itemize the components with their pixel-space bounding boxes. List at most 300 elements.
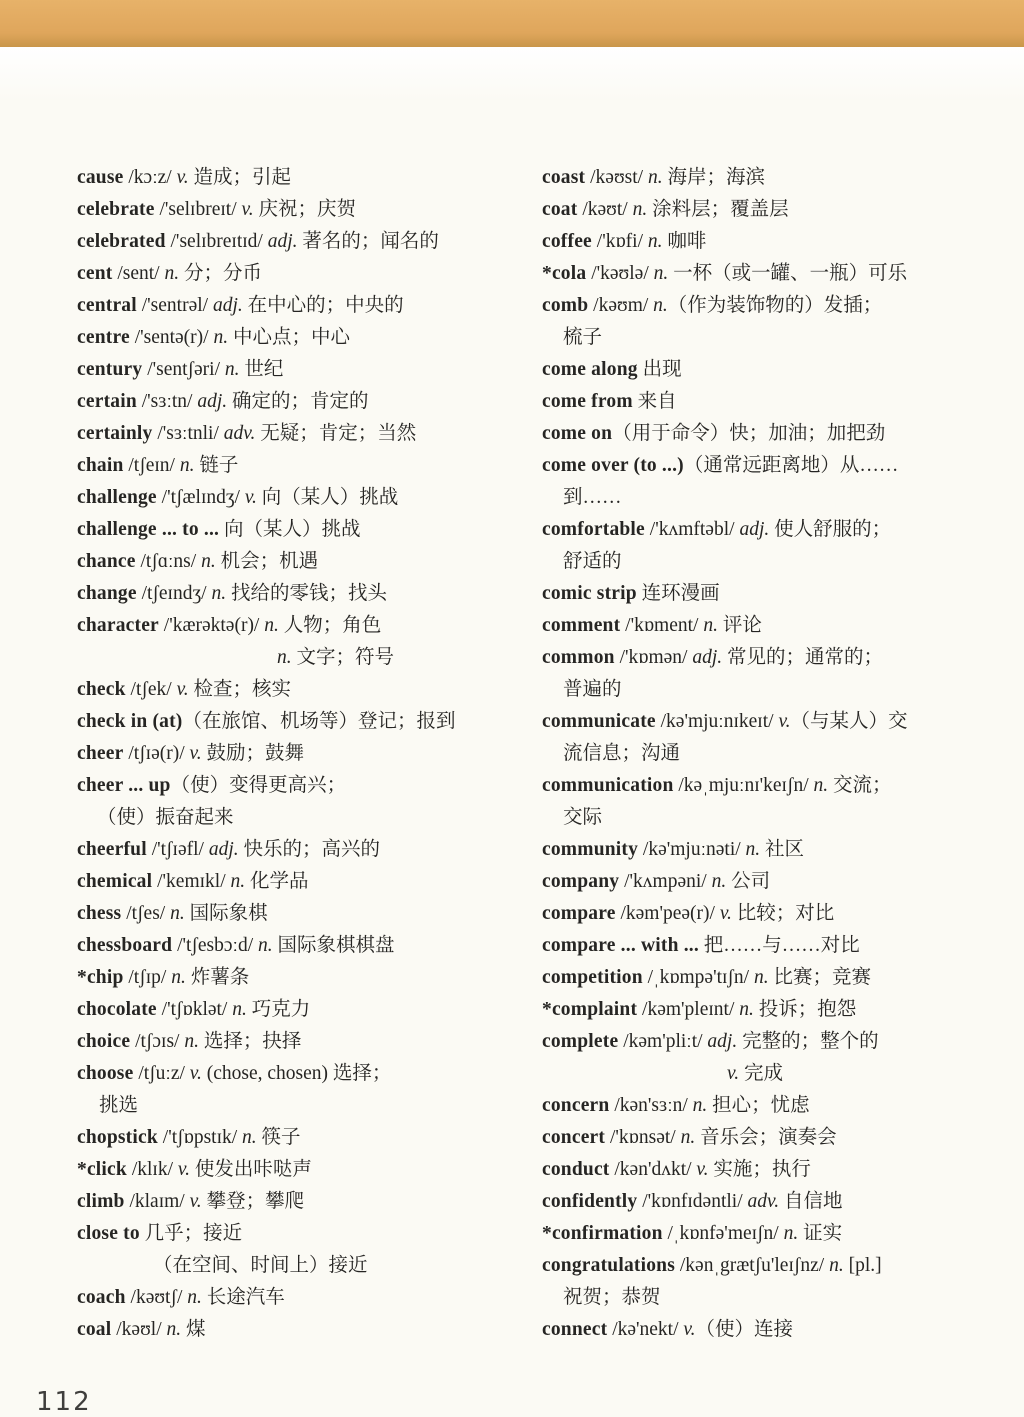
definition-text: 攀登；攀爬 bbox=[201, 1191, 305, 1212]
dictionary-entry bbox=[542, 610, 1007, 642]
phonetic-text: /'kɒnsət/ bbox=[605, 1127, 681, 1148]
entry-line bbox=[77, 610, 532, 642]
pos-label: adj. bbox=[739, 519, 770, 540]
dictionary-entry bbox=[77, 1186, 532, 1218]
phonetic-text: /'kemɪkl/ bbox=[152, 871, 231, 892]
entry-line bbox=[77, 770, 532, 802]
headword: coach bbox=[77, 1287, 126, 1308]
entry-line bbox=[77, 674, 532, 706]
definition-text: 向（某人）挑战 bbox=[219, 519, 361, 540]
entry-line bbox=[77, 1282, 532, 1314]
phonetic-text: /'tʃɒklət/ bbox=[156, 999, 233, 1020]
headword: chemical bbox=[77, 871, 153, 892]
phonetic-text: /klaɪm/ bbox=[124, 1191, 190, 1212]
headword: common bbox=[542, 647, 615, 668]
headword: concern bbox=[542, 1095, 610, 1116]
entry-line bbox=[542, 1250, 1007, 1282]
headword: *confirmation bbox=[542, 1223, 663, 1244]
definition-text: 几乎；接近 bbox=[139, 1223, 243, 1244]
definition-text: 担心；忧虑 bbox=[707, 1095, 810, 1116]
headword: chain bbox=[77, 455, 124, 476]
definition-text: 交际 bbox=[563, 807, 603, 828]
definition-text: 祝贺；恭贺 bbox=[563, 1287, 661, 1308]
dictionary-entry bbox=[542, 514, 1007, 578]
entry-line bbox=[542, 194, 1007, 226]
entry-line bbox=[77, 290, 532, 322]
definition-text: 炸薯条 bbox=[185, 967, 250, 988]
headword: character bbox=[77, 615, 159, 636]
definition-text: 筷子 bbox=[256, 1127, 301, 1148]
pos-label: n. bbox=[647, 231, 663, 252]
dictionary-entry bbox=[77, 386, 532, 418]
dictionary-entry bbox=[542, 194, 1007, 226]
dictionary-entry bbox=[77, 578, 532, 610]
phonetic-text: /'tʃɪəfl/ bbox=[146, 839, 209, 860]
dictionary-entry bbox=[77, 866, 532, 898]
definition-text: （作为装饰物的）发插； bbox=[667, 295, 883, 316]
definition-text: 到…… bbox=[563, 487, 622, 508]
definition-text: 选择；抉择 bbox=[198, 1031, 302, 1052]
right-column bbox=[542, 162, 1007, 1346]
dictionary-entry bbox=[77, 738, 532, 770]
dictionary-entry bbox=[542, 706, 1007, 770]
phonetic-text: /tʃek/ bbox=[125, 679, 177, 700]
headword: come along bbox=[542, 359, 638, 380]
dictionary-entry bbox=[77, 834, 532, 866]
pos-label: v. bbox=[189, 1063, 202, 1084]
entry-line bbox=[542, 546, 1007, 578]
pos-label: adj. bbox=[267, 231, 298, 252]
headword: check in (at) bbox=[77, 711, 183, 732]
dictionary-entry bbox=[542, 994, 1007, 1026]
entry-line bbox=[542, 354, 1007, 386]
pos-label: n. bbox=[232, 999, 247, 1020]
entry-line bbox=[542, 1154, 1007, 1186]
dictionary-entry bbox=[542, 962, 1007, 994]
dictionary-entry bbox=[542, 162, 1007, 194]
pos-label: n. bbox=[813, 775, 829, 796]
headword: compare ... with ... bbox=[542, 935, 699, 956]
headword: come on bbox=[542, 423, 613, 444]
dictionary-entry bbox=[542, 386, 1007, 418]
definition-text: 社区 bbox=[760, 839, 805, 860]
entry-line bbox=[542, 290, 1007, 322]
dictionary-entry bbox=[542, 258, 1007, 290]
definition-text: 文字；符号 bbox=[291, 647, 395, 668]
entry-line bbox=[77, 1026, 532, 1058]
headword: century bbox=[77, 359, 143, 380]
headword: cause bbox=[77, 167, 124, 188]
definition-text: 梳子 bbox=[563, 327, 603, 348]
definition-text: 评论 bbox=[717, 615, 762, 636]
pos-label: adv. bbox=[747, 1191, 780, 1212]
entry-line bbox=[542, 1090, 1007, 1122]
headword: *chip bbox=[77, 967, 124, 988]
definition-text: 出现 bbox=[637, 359, 682, 380]
entry-line bbox=[542, 162, 1007, 194]
entry-line bbox=[542, 226, 1007, 258]
definition-text: 著名的；闻名的 bbox=[297, 231, 439, 252]
pos-label: n. bbox=[179, 455, 195, 476]
definition-text: 比赛；竞赛 bbox=[768, 967, 871, 988]
definition-text: 世纪 bbox=[239, 359, 284, 380]
dictionary-entry bbox=[542, 930, 1007, 962]
dictionary-entry bbox=[542, 354, 1007, 386]
definition-text: 音乐会；演奏会 bbox=[695, 1127, 837, 1148]
phonetic-text: /kəʊm/ bbox=[588, 295, 654, 316]
phonetic-text: /tʃes/ bbox=[121, 903, 171, 924]
headword: certain bbox=[77, 391, 137, 412]
phonetic-text: /'kɒfi/ bbox=[591, 231, 648, 252]
dictionary-entry bbox=[77, 610, 532, 674]
definition-text: 化学品 bbox=[245, 871, 309, 892]
pos-label: n. bbox=[277, 647, 292, 668]
phonetic-text: /'tʃælɪndʒ/ bbox=[156, 487, 245, 508]
headword: certainly bbox=[77, 423, 153, 444]
definition-text: 挑选 bbox=[99, 1095, 139, 1116]
pos-label: n. bbox=[171, 967, 186, 988]
headword: celebrated bbox=[77, 231, 166, 252]
headword: company bbox=[542, 871, 620, 892]
entry-line bbox=[77, 1058, 532, 1090]
dictionary-entry bbox=[542, 834, 1007, 866]
definition-text: 投诉；抱怨 bbox=[753, 999, 857, 1020]
entry-line bbox=[542, 898, 1007, 930]
entry-line bbox=[77, 994, 532, 1026]
entry-line bbox=[77, 866, 532, 898]
headword: celebrate bbox=[77, 199, 155, 220]
dictionary-entry bbox=[77, 674, 532, 706]
phonetic-text: /'kʌmpəni/ bbox=[619, 871, 712, 892]
definition-text: 链子 bbox=[194, 455, 239, 476]
headword: come from bbox=[542, 391, 633, 412]
phonetic-text: /'tʃesbɔːd/ bbox=[172, 935, 259, 956]
pos-label: v. bbox=[176, 679, 189, 700]
definition-text: （使）变得更高兴； bbox=[170, 775, 347, 796]
dictionary-entry bbox=[542, 642, 1007, 706]
pos-label: n. bbox=[739, 999, 754, 1020]
headword: coffee bbox=[542, 231, 592, 252]
headword: choice bbox=[77, 1031, 131, 1052]
phonetic-text: /tʃɪp/ bbox=[123, 967, 172, 988]
dictionary-entry bbox=[542, 1122, 1007, 1154]
dictionary-entry bbox=[77, 514, 532, 546]
pos-label: n. bbox=[753, 967, 769, 988]
headword: cheer ... up bbox=[77, 775, 171, 796]
pos-label: v. bbox=[244, 487, 257, 508]
pos-label: n. bbox=[213, 327, 229, 348]
definition-text: 一杯（或一罐、一瓶）可乐 bbox=[668, 263, 908, 284]
entry-line bbox=[77, 162, 532, 194]
headword: central bbox=[77, 295, 137, 316]
entry-line bbox=[542, 802, 1007, 834]
dictionary-entry bbox=[77, 962, 532, 994]
entry-line bbox=[542, 866, 1007, 898]
pos-label: adj. bbox=[197, 391, 228, 412]
entry-line bbox=[77, 450, 532, 482]
definition-text: （用于命令）快；加油；加把劲 bbox=[612, 423, 886, 444]
entry-line bbox=[77, 962, 532, 994]
phonetic-text: /'kɒnfɪdəntli/ bbox=[637, 1191, 748, 1212]
entry-line bbox=[77, 546, 532, 578]
entry-line bbox=[77, 354, 532, 386]
dictionary-entry bbox=[77, 418, 532, 450]
pos-label: n. bbox=[211, 583, 227, 604]
definition-text: （使）连接 bbox=[695, 1319, 793, 1340]
definition-text: 巧克力 bbox=[246, 999, 311, 1020]
pos-label: v. bbox=[189, 1191, 202, 1212]
definition-text: 确定的；肯定的 bbox=[227, 391, 369, 412]
entry-line bbox=[542, 770, 1007, 802]
phonetic-text: /kəm'pleɪnt/ bbox=[637, 999, 740, 1020]
phonetic-text: /kəʊt/ bbox=[577, 199, 633, 220]
entry-line bbox=[542, 322, 1007, 354]
dictionary-entry bbox=[542, 226, 1007, 258]
definition-text: 普遍的 bbox=[563, 679, 622, 700]
definition-text: 煤 bbox=[181, 1319, 206, 1340]
dictionary-entry bbox=[77, 994, 532, 1026]
definition-text: 来自 bbox=[632, 391, 677, 412]
dictionary-entry bbox=[542, 866, 1007, 898]
pos-label: n. bbox=[166, 1319, 182, 1340]
headword: *cola bbox=[542, 263, 587, 284]
entry-line bbox=[77, 418, 532, 450]
entry-line bbox=[542, 674, 1007, 706]
entry-line bbox=[542, 1218, 1007, 1250]
pos-label: n. bbox=[187, 1287, 202, 1308]
definition-text: 长途汽车 bbox=[201, 1287, 285, 1308]
phonetic-text: /'sentrəl/ bbox=[136, 295, 213, 316]
dictionary-entry bbox=[542, 450, 1007, 514]
definition-text: 机会；机遇 bbox=[215, 551, 319, 572]
headword: check bbox=[77, 679, 126, 700]
dictionary-entry bbox=[77, 770, 532, 834]
pos-label: v. bbox=[683, 1319, 696, 1340]
pos-label: n. bbox=[653, 263, 669, 284]
left-column bbox=[77, 162, 532, 1346]
entry-line bbox=[77, 386, 532, 418]
definition-text: 中心点；中心 bbox=[228, 327, 350, 348]
headword: challenge ... to ... bbox=[77, 519, 220, 540]
entry-line bbox=[542, 1314, 1007, 1346]
pos-label: n. bbox=[692, 1095, 708, 1116]
entry-line bbox=[77, 1154, 532, 1186]
entry-line bbox=[77, 802, 532, 834]
phonetic-text: /tʃɑːns/ bbox=[135, 551, 202, 572]
pos-label: n. bbox=[703, 615, 718, 636]
phonetic-text: /'sɜːtnli/ bbox=[152, 423, 224, 444]
entry-line bbox=[542, 386, 1007, 418]
entry-line bbox=[542, 418, 1007, 450]
dictionary-entry bbox=[542, 578, 1007, 610]
definition-text: 海岸；海滨 bbox=[662, 167, 765, 188]
definition-text: （通常远距离地）从…… bbox=[683, 455, 899, 476]
definition-text: 比较；对比 bbox=[731, 903, 835, 924]
entry-line bbox=[77, 514, 532, 546]
headword: comic strip bbox=[542, 583, 637, 604]
definition-text: 人物；角色 bbox=[278, 615, 382, 636]
pos-label: n. bbox=[164, 263, 180, 284]
dictionary-entry bbox=[77, 706, 532, 738]
definition-text: 国际象棋棋盘 bbox=[272, 935, 395, 956]
entry-line bbox=[77, 258, 532, 290]
phonetic-text: /kəʊst/ bbox=[585, 167, 648, 188]
entry-line bbox=[77, 706, 532, 738]
entry-line bbox=[542, 738, 1007, 770]
definition-text: 连环漫画 bbox=[636, 583, 720, 604]
entry-line bbox=[542, 834, 1007, 866]
pos-label: adv. bbox=[223, 423, 256, 444]
pos-label: n. bbox=[224, 359, 240, 380]
headword: cheer bbox=[77, 743, 124, 764]
entry-line bbox=[542, 1282, 1007, 1314]
entry-line bbox=[77, 1090, 532, 1122]
phonetic-text: /tʃɔɪs/ bbox=[130, 1031, 185, 1052]
dictionary-entry bbox=[77, 1154, 532, 1186]
dictionary-entry bbox=[77, 226, 532, 258]
headword: coat bbox=[542, 199, 578, 220]
pos-label: v. bbox=[727, 1063, 740, 1084]
headword: communicate bbox=[542, 711, 656, 732]
headword: change bbox=[77, 583, 137, 604]
phonetic-text: /kən'dʌkt/ bbox=[609, 1159, 697, 1180]
dictionary-entry bbox=[77, 1122, 532, 1154]
phonetic-text: /kən'sɜːn/ bbox=[609, 1095, 693, 1116]
pos-label: n. bbox=[653, 295, 668, 316]
phonetic-text: /'sɜːtn/ bbox=[136, 391, 198, 412]
definition-text: 完成 bbox=[739, 1063, 783, 1084]
entry-line bbox=[77, 738, 532, 770]
definition-text: 舒适的 bbox=[563, 551, 622, 572]
phonetic-text: /ˌkɒnfə'meɪʃn/ bbox=[662, 1223, 784, 1244]
phonetic-text: /'kəʊlə/ bbox=[586, 263, 654, 284]
phonetic-text: /tʃeɪn/ bbox=[123, 455, 180, 476]
dictionary-entry bbox=[77, 450, 532, 482]
pos-label: v. bbox=[696, 1159, 709, 1180]
phonetic-text: /kəʊl/ bbox=[111, 1319, 167, 1340]
pos-label: n. bbox=[829, 1255, 844, 1276]
headword: comb bbox=[542, 295, 589, 316]
definition-text: 选择； bbox=[332, 1063, 392, 1084]
entry-line bbox=[542, 258, 1007, 290]
phonetic-text: /kəm'pliːt/ bbox=[618, 1031, 708, 1052]
entry-line bbox=[542, 642, 1007, 674]
definition-text: 使发出咔哒声 bbox=[189, 1159, 312, 1180]
entry-line bbox=[542, 1186, 1007, 1218]
pos-label: n. bbox=[184, 1031, 199, 1052]
headword: competition bbox=[542, 967, 643, 988]
phonetic-text: [pl.] bbox=[843, 1255, 882, 1276]
dictionary-entry bbox=[542, 1186, 1007, 1218]
pos-label: adj. bbox=[212, 295, 243, 316]
headword: *click bbox=[77, 1159, 127, 1180]
entry-line bbox=[77, 1250, 532, 1282]
definition-text: 交流； bbox=[828, 775, 892, 796]
phonetic-text: (chose, chosen) bbox=[201, 1063, 333, 1084]
dictionary-entry bbox=[542, 418, 1007, 450]
phonetic-text: /tʃɪə(r)/ bbox=[123, 743, 190, 764]
definition-text: （与某人）交 bbox=[790, 711, 908, 732]
phonetic-text: /klɪk/ bbox=[126, 1159, 178, 1180]
headword: compare bbox=[542, 903, 616, 924]
phonetic-text: /'selɪbreɪt/ bbox=[154, 199, 242, 220]
headword: choose bbox=[77, 1063, 134, 1084]
pos-label: adj. bbox=[707, 1031, 738, 1052]
dictionary-entry bbox=[77, 1218, 532, 1282]
pos-label: n. bbox=[745, 839, 761, 860]
pos-label: n. bbox=[632, 199, 648, 220]
dictionary-entry bbox=[77, 482, 532, 514]
pos-label: v. bbox=[177, 1159, 190, 1180]
headword: comfortable bbox=[542, 519, 645, 540]
entry-line bbox=[542, 1026, 1007, 1058]
page bbox=[0, 47, 1024, 1415]
dictionary-entry bbox=[77, 898, 532, 930]
pos-label: n. bbox=[242, 1127, 257, 1148]
entry-line bbox=[77, 898, 532, 930]
entry-line bbox=[542, 482, 1007, 514]
dictionary-entry bbox=[77, 194, 532, 226]
headword: complete bbox=[542, 1031, 619, 1052]
headword: centre bbox=[77, 327, 130, 348]
definition-text: 流信息；沟通 bbox=[563, 743, 681, 764]
headword: communication bbox=[542, 775, 674, 796]
headword: comment bbox=[542, 615, 621, 636]
entry-line bbox=[77, 226, 532, 258]
phonetic-text: /sent/ bbox=[112, 263, 165, 284]
pos-label: n. bbox=[258, 935, 273, 956]
phonetic-text: /'kʌmftəbl/ bbox=[644, 519, 740, 540]
pos-label: n. bbox=[783, 1223, 799, 1244]
phonetic-text: /tʃeɪndʒ/ bbox=[136, 583, 212, 604]
phonetic-text: /'sentʃəri/ bbox=[142, 359, 225, 380]
dictionary-entry bbox=[77, 290, 532, 322]
definition-text: 在中心的；中央的 bbox=[242, 295, 404, 316]
dictionary-entry bbox=[77, 322, 532, 354]
headword: chess bbox=[77, 903, 122, 924]
pos-label: n. bbox=[230, 871, 246, 892]
phonetic-text: /tʃuːz/ bbox=[133, 1063, 190, 1084]
headword: chocolate bbox=[77, 999, 157, 1020]
phonetic-text: /'kærəktə(r)/ bbox=[158, 615, 265, 636]
dictionary-entry bbox=[77, 546, 532, 578]
definition-text: 使人舒服的； bbox=[769, 519, 892, 540]
entry-line bbox=[542, 994, 1007, 1026]
dictionary-entry bbox=[77, 1314, 532, 1346]
dictionary-entry bbox=[542, 1154, 1007, 1186]
phonetic-text: /ˌkɒmpə'tɪʃn/ bbox=[642, 967, 754, 988]
headword: close to bbox=[77, 1223, 140, 1244]
pos-label: v. bbox=[189, 743, 202, 764]
dictionary-entry bbox=[77, 258, 532, 290]
headword: come over (to ...) bbox=[542, 455, 684, 476]
pos-label: n. bbox=[264, 615, 279, 636]
definition-text: （在旅馆、机场等）登记；报到 bbox=[182, 711, 456, 732]
headword: coast bbox=[542, 167, 586, 188]
phonetic-text: /'kɒmən/ bbox=[614, 647, 693, 668]
pos-label: adj. bbox=[692, 647, 723, 668]
entry-line bbox=[77, 578, 532, 610]
headword: connect bbox=[542, 1319, 608, 1340]
dictionary-entry bbox=[542, 1026, 1007, 1090]
headword: challenge bbox=[77, 487, 157, 508]
dictionary-entry bbox=[77, 930, 532, 962]
headword: concert bbox=[542, 1127, 606, 1148]
entry-line bbox=[77, 930, 532, 962]
entry-line bbox=[77, 482, 532, 514]
definition-text: 庆祝；庆贺 bbox=[253, 199, 356, 220]
dictionary-entry bbox=[77, 1058, 532, 1122]
